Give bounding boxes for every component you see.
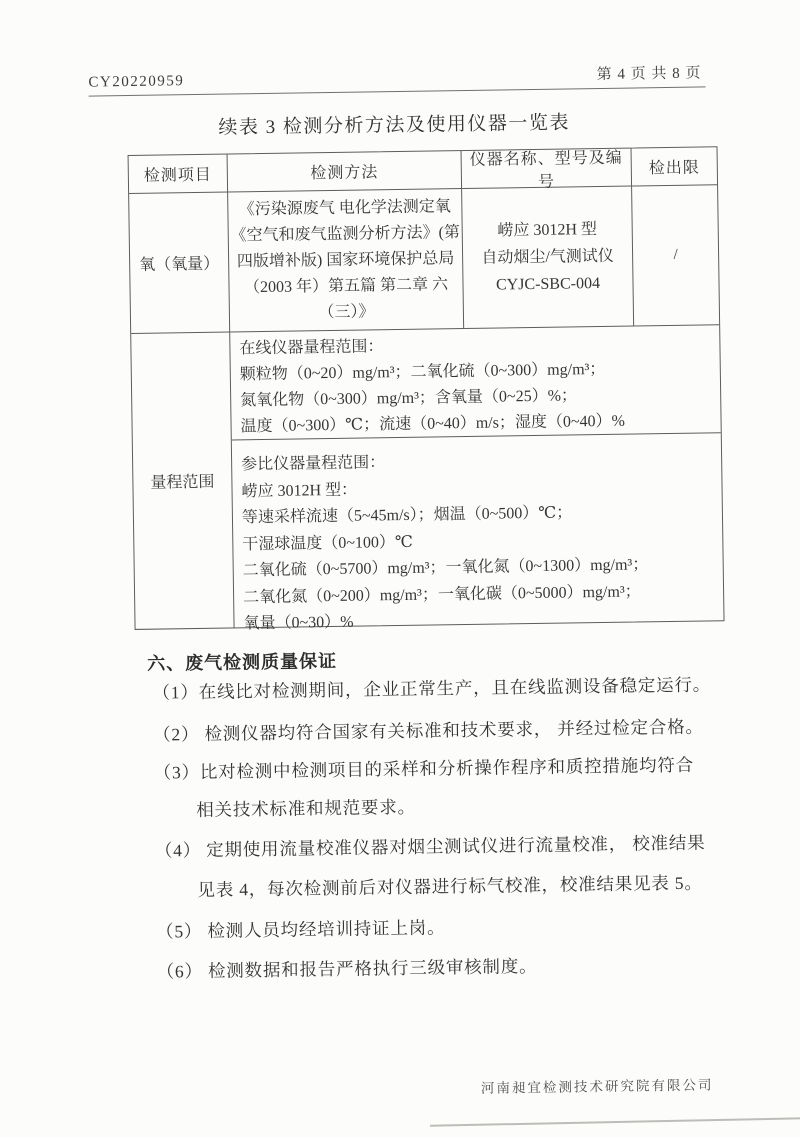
quality-item-2: （2） 检测仪器均符合国家有关标准和技术要求， 并经过检定合格。 [153,716,704,745]
range-line: 参比仪器量程范围： [241,454,386,474]
column-header-item: 检测项目 [129,155,229,194]
instrument-line: 崂应 3012H 型 [497,221,598,240]
column-header-limit: 检出限 [632,147,718,186]
item-name-cell: 氧（氧量） [129,193,230,334]
reference-range-cell [232,433,724,633]
range-line: 二氧化硫（0~5700）mg/m³；一氧化氮（0~1300）mg/m³； [242,556,649,580]
quality-item-3: （3）比对检测中检测项目的采样和分析操作程序和质控措施均符合 [153,754,695,783]
quality-item-4: （4） 定期使用流量校准仪器对烟尘测试仪进行流量校准， 校准结果 [154,832,706,861]
column-header-method: 检测方法 [228,151,463,192]
range-line: 氧量（0~30）% [243,613,354,633]
page-indicator: 第 4 页 共 8 页 [596,65,702,84]
detection-limit-cell: / [632,185,719,326]
method-line: 《空气和废气监测分析方法》(第 [230,224,461,245]
column-header-instrument: 仪器名称、型号及编号 [462,149,633,190]
range-line: 颗粒物（0~20）mg/m³；二氧化硫（0~300）mg/m³； [239,360,606,384]
company-footer: 河南昶宜检测技术研究院有限公司 [480,1077,714,1096]
quality-item-1: （1）在线比对检测期间，企业正常生产，且在线监测设备稳定运行。 [152,674,712,703]
section-heading: 六、废气检测质量保证 [146,650,338,674]
method-line: 《污染源废气 电化学法测定氧 [238,198,451,219]
range-line: 在线仪器量程范围： [239,338,384,358]
report-number: CY20220959 [88,73,185,91]
quality-item-4-continued: 见表 4，每次检测前后对仪器进行标气校准，校准结果见表 5。 [197,872,703,901]
instrument-line: 自动烟尘/气测试仪 [481,247,614,267]
range-line: 温度（0~300）℃；流速（0~40）m/s；湿度（0~40）% [240,412,626,436]
range-label-cell: 量程范围 [131,332,234,628]
range-line: 氮氧化物（0~300）mg/m³；含氧量（0~25）%； [240,387,578,410]
method-line: 四版增补版) 国家环境保护总局 [236,250,455,271]
instrument-cell [462,187,634,330]
range-line: 干湿球温度（0~100）℃ [242,533,414,553]
range-line: 等速采样流速（5~45m/s）；烟温（0~500）℃； [241,504,573,527]
instrument-line: CYJC-SBC-004 [495,275,601,294]
quality-item-3-continued: 相关技术标准和规范要求。 [196,796,417,821]
methods-table [128,146,725,633]
quality-item-6: （6） 检测数据和报告严格执行三级审核制度。 [156,956,538,982]
online-range-cell [230,325,721,440]
method-line: （三）》 [318,303,375,322]
method-cell [228,189,464,332]
range-line: 崂应 3012H 型： [241,481,358,500]
method-line: （2003 年）第五篇 第二章 六 [243,276,449,297]
quality-item-5: （5） 检测人员均经培训持证上岗。 [155,917,446,942]
range-line: 二氧化氮（0~200）mg/m³；一氧化碳（0~5000）mg/m³； [243,582,641,606]
table-title: 续表 3 检测分析方法及使用仪器一览表 [218,112,571,139]
